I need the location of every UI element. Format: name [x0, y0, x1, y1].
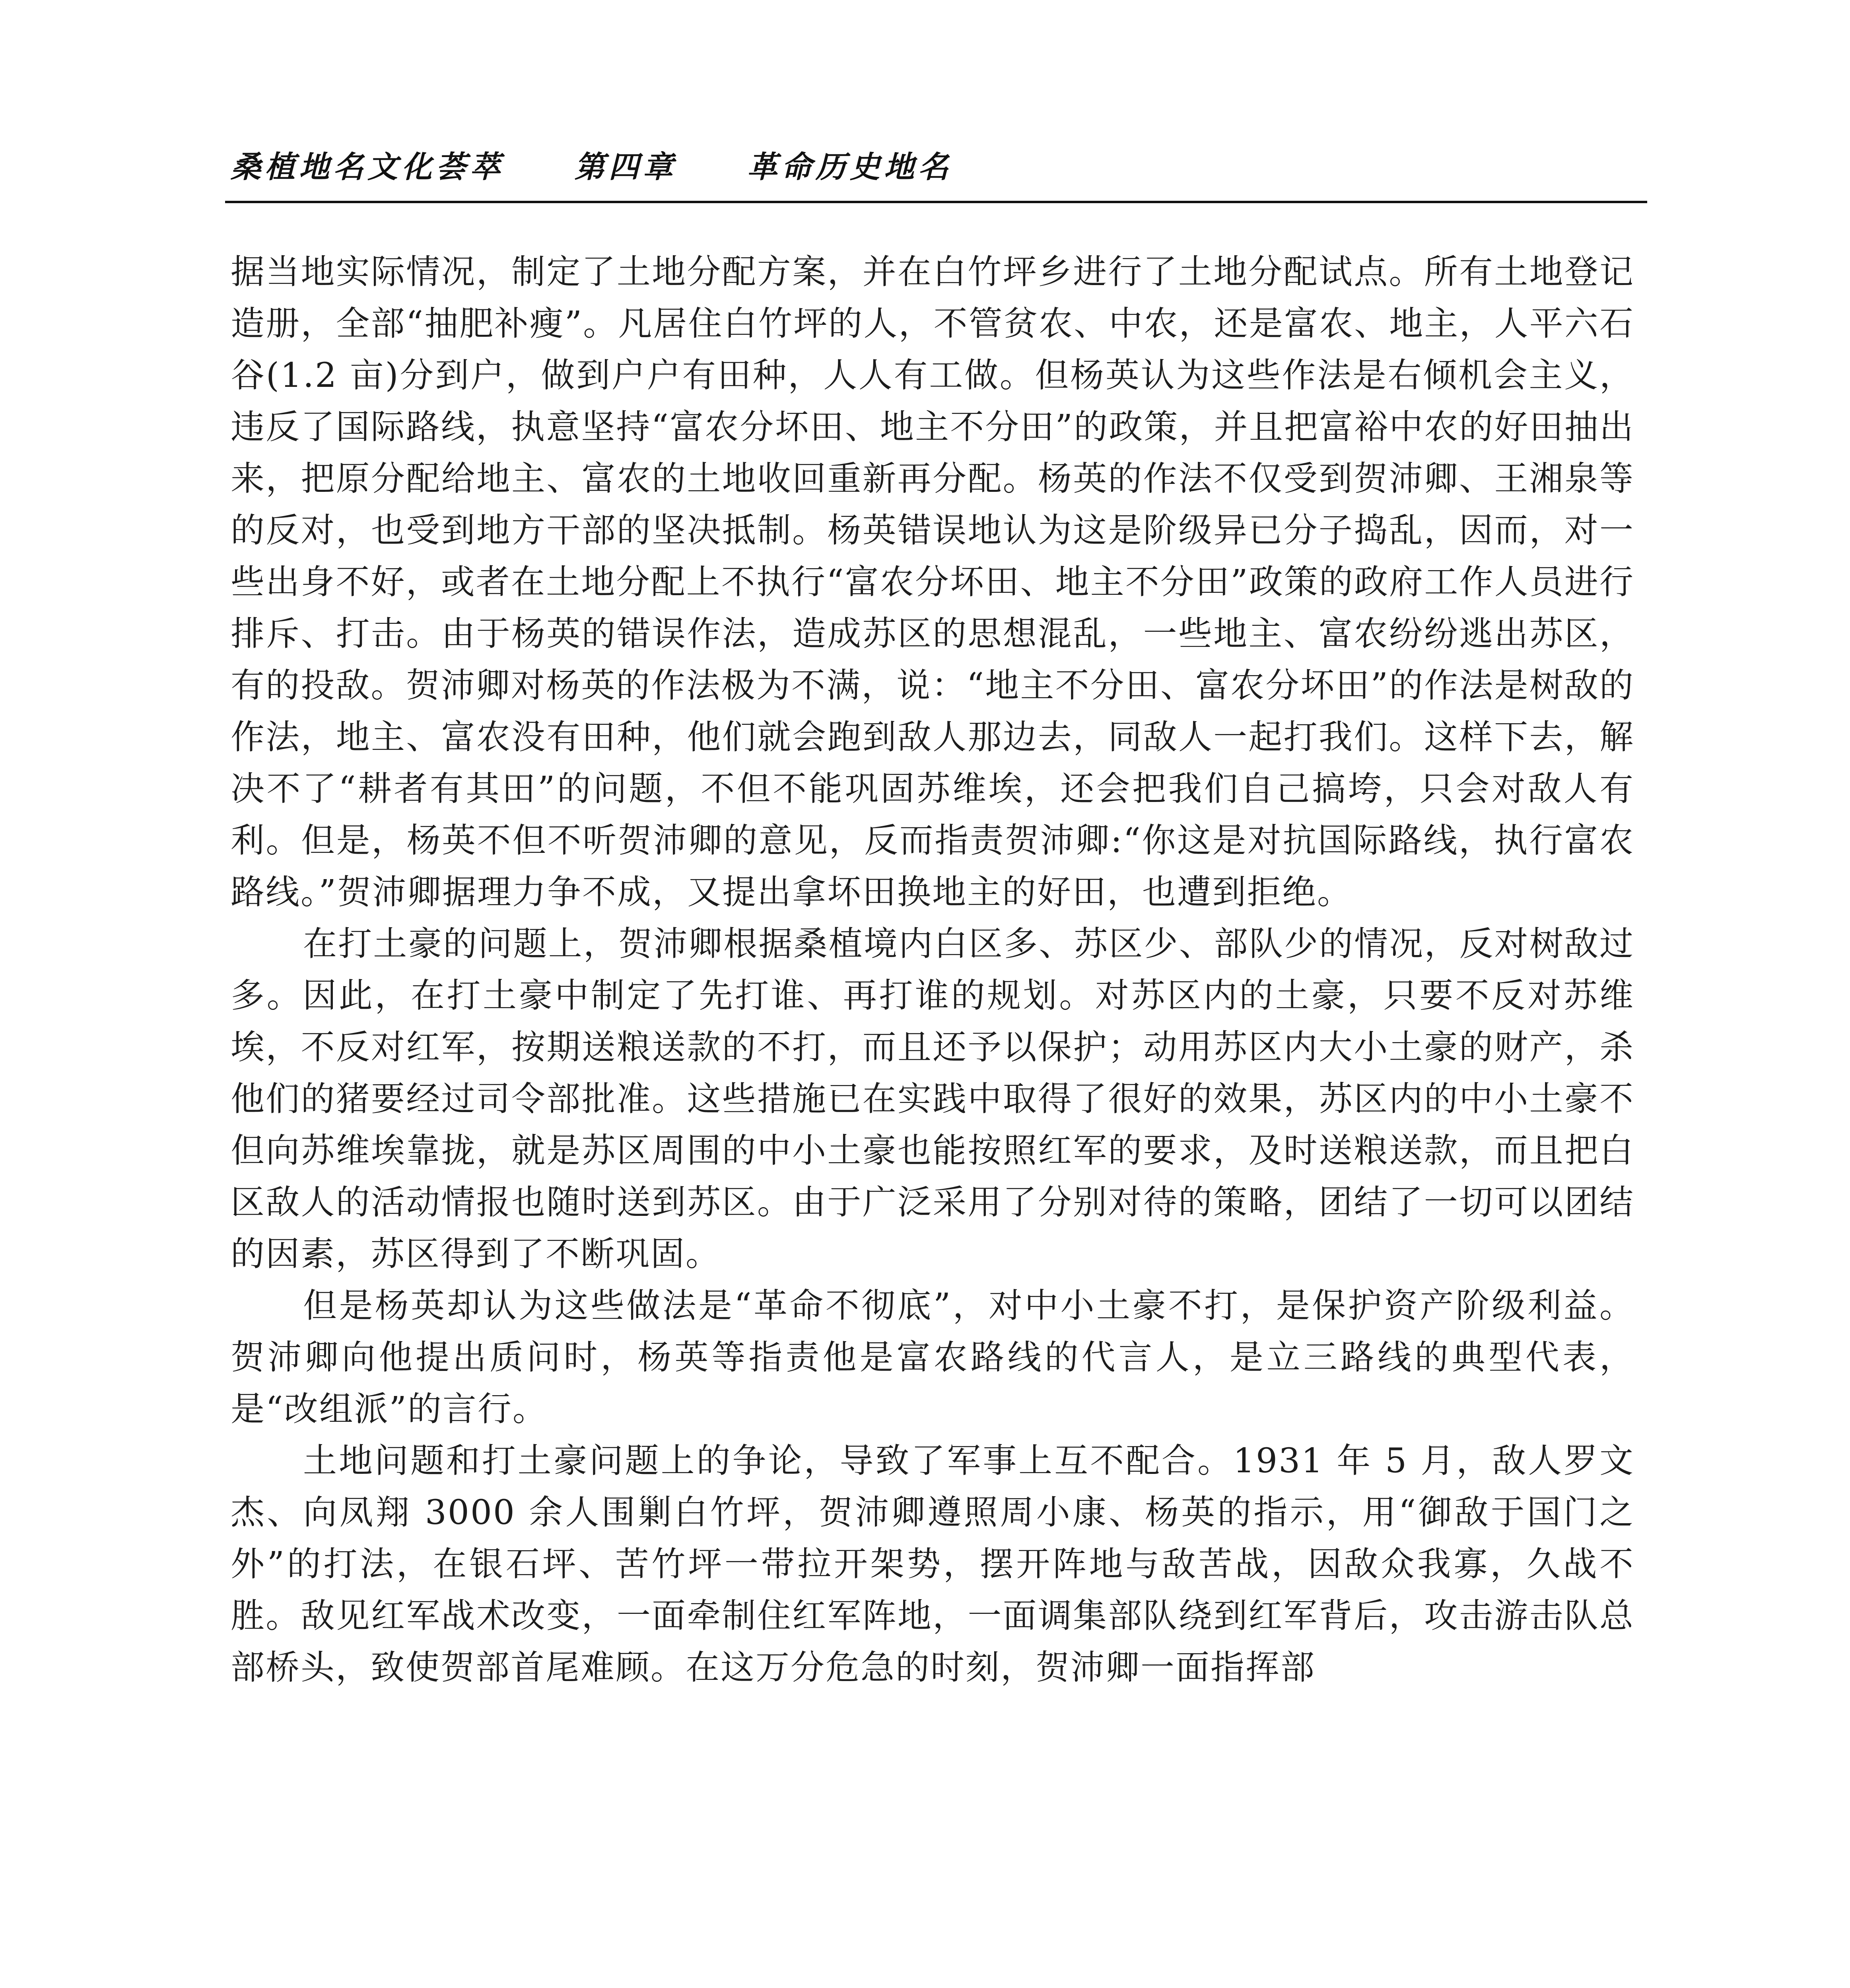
header-rule [225, 201, 1647, 203]
header-chapter: 第四章 [574, 149, 677, 184]
paragraph: 但是杨英却认为这些做法是“革命不彻底”，对中小土豪不打，是保护资产阶级利益。贺沛卿向他提出质问时，杨英等指责他是富农路线的代言人，是立三路线的典型代表，是“改组派”的言行。 [231, 1286, 1634, 1429]
running-header [231, 143, 1646, 191]
paragraph: 在打土豪的问题上，贺沛卿根据桑植境内白区多、苏区少、部队少的情况，反对树敌过多。因此，在打土豪中制定了先打谁、再打谁的规划。对苏区内的土豪，只要不反对苏维埃，不反对红军，按期送粮送款的不打，而且还予以保护；动用苏区内大小土豪的财产，杀他们的猪要经过司令部批准。这些措施已在实践中取得了很好的效果，苏区内的中小土豪不但向苏维埃靠拢，就是苏区周围的中小土豪也能按照红军的要求，及时送粮送款，而且把白区敌人的活动情报也随时送到苏区。由于广泛采用了分别对待的策略，团结了一切可以团结的因素，苏区得到了不断巩固。 [231, 924, 1634, 1274]
paragraph-continued: 据当地实际情况，制定了土地分配方案，并在白竹坪乡进行了土地分配试点。所有土地登记造册，全部“抽肥补瘦”。凡居住白竹坪的人，不管贫农、中农，还是富农、地主，人平六石谷(1.2 亩)分到户，做到户户有田种，人人有工做。但杨英认为这些作法是右倾机会主义，违反了国际路线，执意坚持“富农分坏田、地主不分田”的政策，并且把富裕中农的好田抽出来，把原分配给地主、富农的土地收回重新再分配。杨英的作法不仅受到贺沛卿、王湘泉等的反对，也受到地方干部的坚决抵制。杨英错误地认为这是阶级异已分子捣乱，因而，对一些出身不好，或者在土地分配上不执行“富农分坏田、地主不分田”政策的政府工作人员进行排斥、打击。由于杨英的错误作法，造成苏区的思想混乱，一些地主、富农纷纷逃出苏区，有的投敌。贺沛卿对杨英的作法极为不满，说：“地主不分田、富农分坏田”的作法是树敌的作法，地主、富农没有田种，他们就会跑到敌人那边去，同敌人一起打我们。这样下去，解决不了“耕者有其田”的问题，不但不能巩固苏维埃，还会把我们自己搞垮，只会对敌人有利。但是，杨英不但不听贺沛卿的意见，反而指责贺沛卿:“你这是对抗国际路线，执行富农路线。”贺沛卿据理力争不成，又提出拿坏田换地主的好田，也遭到拒绝。 [231, 252, 1634, 912]
paragraph: 土地问题和打土豪问题上的争论，导致了军事上互不配合。1931 年 5 月，敌人罗文杰、向凤翔 3000 余人围剿白竹坪，贺沛卿遵照周小康、杨英的指示，用“御敌于国门之外”的打法，在银石坪、苦竹坪一带拉开架势，摆开阵地与敌苦战，因敌众我寡，久战不胜。敌见红军战术改变，一面牵制住红军阵地，一面调集部队绕到红军背后，攻击游击队总部桥头，致使贺部首尾难顾。在这万分危急的时刻，贺沛卿一面指挥部 [231, 1441, 1635, 1687]
header-book-title: 桑植地名文化荟萃 [231, 149, 504, 184]
header-chapter-title: 革命历史地名 [747, 149, 952, 184]
body-text [231, 247, 1634, 1694]
